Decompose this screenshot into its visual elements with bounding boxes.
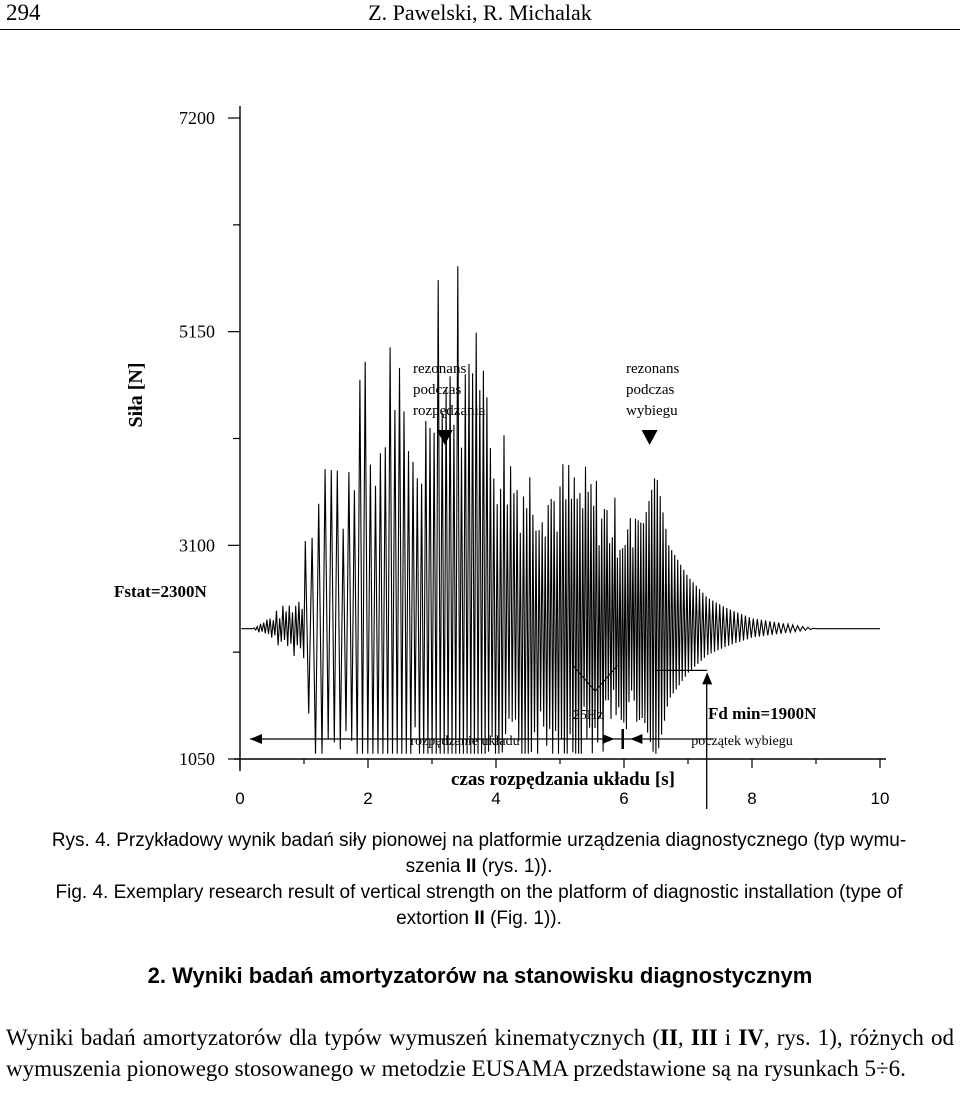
x-tick-label: 10 [870, 789, 890, 808]
caption-pl-line1: Rys. 4. Przykładowy wynik badań siły pionowej na platformie urządzenia diagnostycznego (typ wymu- [51, 830, 907, 851]
header-rule [0, 29, 960, 30]
phase-runup-label: rozpędzanie układu [410, 734, 520, 749]
annotation-text: wybiegu [626, 403, 678, 419]
running-head-authors: Z. Pawelski, R. Michalak [368, 0, 592, 25]
y-tick-label: 1050 [179, 749, 215, 769]
caption-en-line1: Fig. 4. Exemplary research result of vertical strength on the platform of diagnostic installation (type of [55, 882, 903, 903]
annotation-text: podczas [413, 382, 462, 398]
y-tick-label: 5150 [179, 321, 215, 342]
phase-arrow-left [250, 734, 262, 744]
annotation-resonance-rundown [626, 361, 679, 445]
x-tick-label: 2 [363, 789, 373, 808]
figure-caption-pl [14, 828, 944, 880]
page-number: 294 [6, 0, 41, 25]
signal-trace [241, 266, 880, 754]
freq-label: 25Hz [572, 708, 604, 723]
annotation-text: rezonans [413, 361, 467, 377]
x-tick-label: 8 [747, 789, 757, 808]
fstat-label: Fstat=2300N [114, 582, 207, 601]
figure-caption-en [14, 880, 944, 932]
section-heading: 2. Wyniki badań amortyzatorów na stanowisku diagnostycznym [147, 963, 813, 988]
annotation-text: rezonans [626, 361, 680, 377]
force-time-chart [0, 95, 960, 815]
annotation-text: podczas [626, 382, 675, 398]
x-tick-labels [235, 789, 889, 808]
fdmin-arrow-head [702, 672, 712, 684]
annotation-text: rozpędzania [413, 403, 486, 419]
y-tick-labels [179, 108, 215, 769]
phase-arrow-right [630, 734, 642, 744]
x-tick-label: 6 [619, 789, 629, 808]
signal-line [241, 266, 880, 754]
x-axis-label: czas rozpędzania układu [s] [451, 769, 675, 790]
y-tick-label: 3100 [179, 535, 215, 556]
page-header [0, 0, 960, 30]
annotation-marker [642, 430, 658, 445]
phase-rundown-label: początek wybiegu [691, 734, 793, 749]
caption-en-line2: extortion II (Fig. 1)). [396, 908, 562, 929]
y-axis-label: Siła [N] [125, 362, 147, 428]
y-tick-label: 7200 [179, 108, 215, 128]
fdmin-label: Fd min=1900N [708, 704, 817, 723]
phase-arrow-mid [602, 734, 614, 744]
caption-pl-line2: szenia II (rys. 1)). [405, 856, 553, 877]
x-tick-label: 0 [235, 789, 245, 808]
figure-force-plot [0, 95, 960, 815]
body-paragraph: Wyniki badań amortyzatorów dla typów wymuszeń kinematycznych (II, III i IV, rys. 1), różnych od wymuszenia pionowego stosowanego w metodzie EUSAMA przedstawione są na rysunkach 5÷6. [6, 1025, 955, 1081]
x-tick-label: 4 [491, 789, 501, 808]
